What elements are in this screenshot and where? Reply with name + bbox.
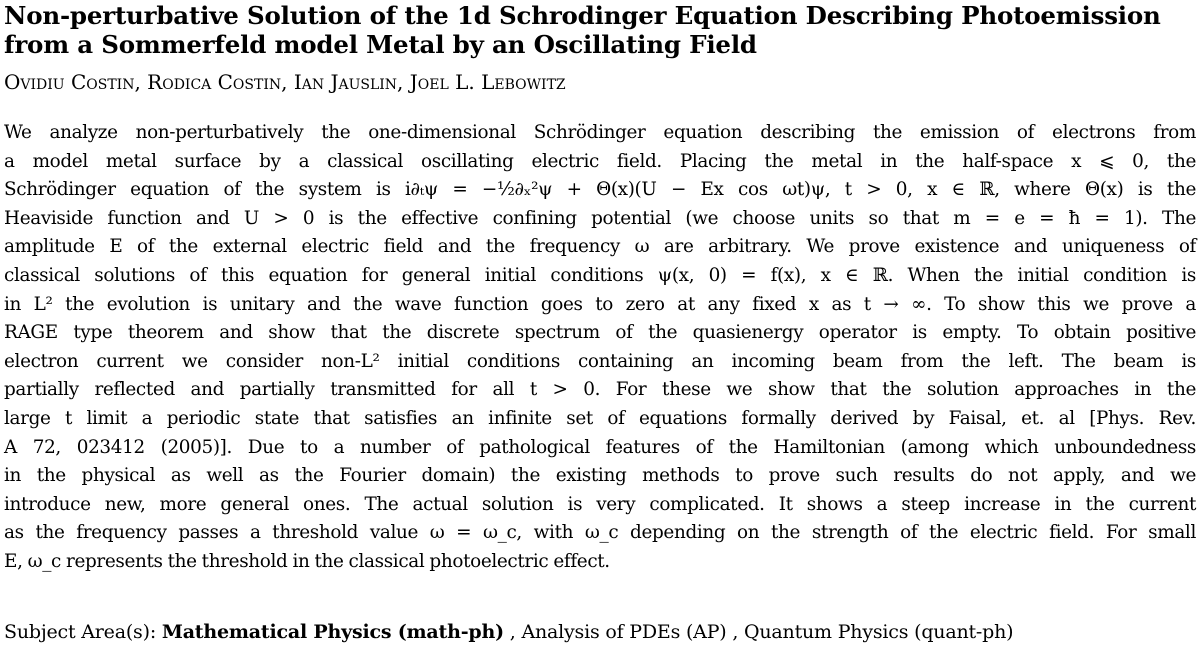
title-line-1: Non-perturbative Solution of the 1d Schrodinger Equation Describing Photoemission [4, 1, 1161, 30]
paper-page [4, 0, 1196, 577]
subject-separator: , [503, 621, 522, 643]
paper-title [4, 0, 1196, 59]
abstract-line: in the physical as well as the Fourier domain) the existing methods to prove such results do not apply, and we [4, 465, 1196, 487]
abstract-line: RAGE type theorem and show that the discrete spectrum of the quasienergy operator is empty. To obtain positive [4, 322, 1196, 344]
abstract-line: We analyze non-perturbatively the one-dimensional Schrödinger equation describing the emission of electrons from [4, 122, 1196, 143]
abstract-line: large t limit a periodic state that satisfies an infinite set of equations formally derived by Faisal, et. al [Phys. Rev. [4, 407, 1196, 429]
abstract-line: a model metal surface by a classical oscillating electric field. Placing the metal in the half-space x ⩽ 0, the [4, 150, 1196, 172]
abstract-line: introduce new, more general ones. The actual solution is very complicated. It shows a steep increase in the current [4, 493, 1196, 515]
abstract-line: as the frequency passes a threshold value ω = ω_c, with ω_c depending on the strength of the electric field. For small [4, 522, 1196, 544]
subject-areas-label: Subject Area(s): [4, 621, 162, 643]
title-line-2: from a Sommerfeld model Metal by an Oscillating Field [4, 30, 757, 59]
abstract-line: in L² the evolution is unitary and the wave function goes to zero at any fixed x as t → ∞. To show this we prove a [4, 293, 1196, 315]
abstract-line: A 72, 023412 (2005)]. Due to a number of pathological features of the Hamiltonian (among which unboundedness [4, 436, 1196, 458]
abstract-line: amplitude E of the external electric field and the frequency ω are arbitrary. We prove existence and uniqueness of [4, 236, 1196, 258]
author-list: Ovidiu Costin, Rodica Costin, Ian Jauslin, Joel L. Lebowitz [4, 70, 566, 94]
abstract-line: Schrödinger equation of the system is i∂ₜψ = −½∂ₓ²ψ + Θ(x)(U − Ex cos ωt)ψ, t > 0, x ∈ ℝ, where Θ(x) is the [4, 179, 1196, 201]
abstract [4, 119, 1196, 577]
abstract-line: classical solutions of this equation for general initial conditions ψ(x, 0) = f(x), x ∈ ℝ. When the initial condition is [4, 264, 1196, 286]
abstract-line: Heaviside function and U > 0 is the effective confining potential (we choose units so that m = e = ħ = 1). The [4, 207, 1196, 229]
abstract-line: partially reflected and partially transmitted for all t > 0. For these we show that the solution approaches in the [4, 379, 1196, 401]
subject-areas [4, 619, 1013, 645]
abstract-line: E, ω_c represents the threshold in the classical photoelectric effect. [4, 550, 610, 572]
subject-secondary-links[interactable]: Analysis of PDEs (AP) , Quantum Physics (quant-ph) [521, 621, 1014, 643]
abstract-line: electron current we consider non-L² initial conditions containing an incoming beam from the left. The beam is [4, 350, 1196, 372]
subject-primary-link[interactable]: Mathematical Physics (math-ph) [161, 621, 504, 643]
